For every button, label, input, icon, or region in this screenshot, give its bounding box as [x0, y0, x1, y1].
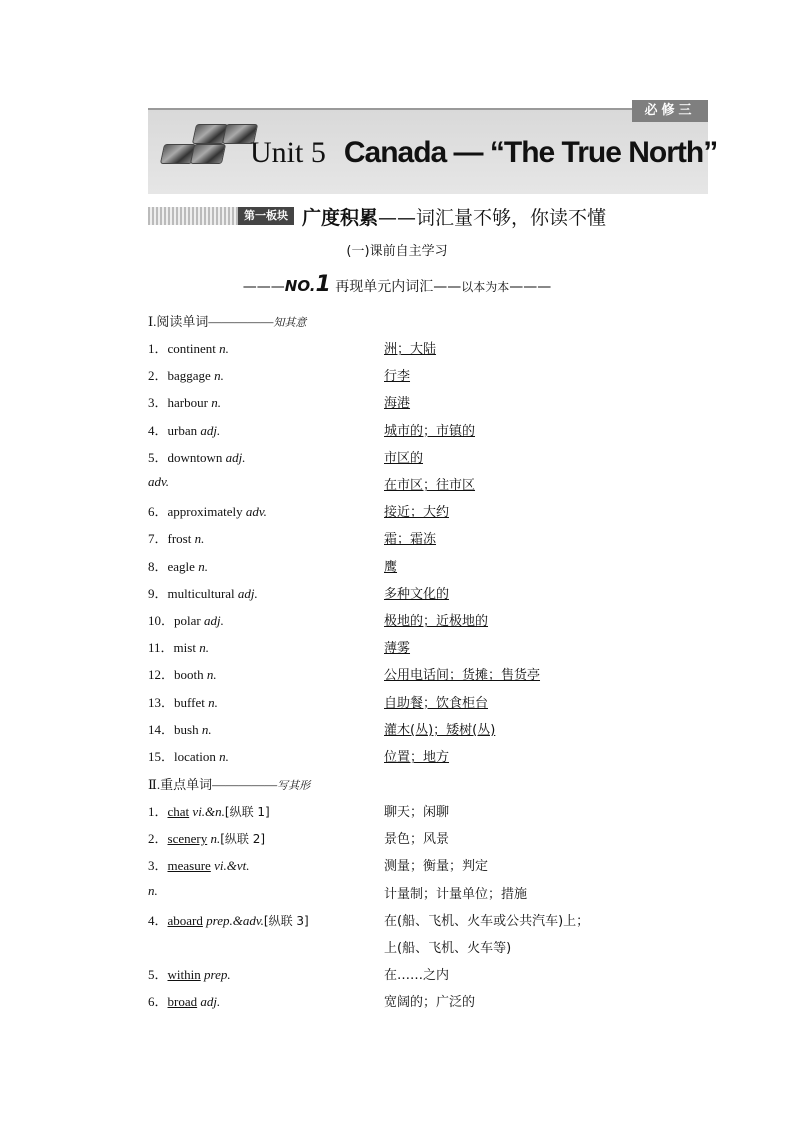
vocab-row [148, 610, 708, 632]
vocab-number: 4． [148, 422, 168, 438]
vocab-chinese: 在……之内 [384, 968, 450, 984]
vocab-part-of-speech: n. [214, 368, 224, 384]
vocab-english [148, 556, 208, 575]
vocab-english [148, 664, 217, 683]
vocab-word: approximately [167, 504, 243, 520]
vocab-part-of-speech: n. [219, 749, 229, 764]
vocab-word: chat [167, 804, 190, 819]
vocab-english [148, 637, 209, 656]
vocab-english [148, 828, 265, 847]
vocab-part-of-speech: adj. [225, 449, 246, 465]
vocab-number: 11． [148, 640, 174, 656]
vocab-word: continent [167, 341, 216, 356]
vocab-english [148, 910, 309, 929]
vocab-row [148, 991, 708, 1013]
vocab-part-of-speech: n. [201, 721, 212, 737]
vocab-part-of-speech: n. [198, 558, 208, 574]
vocab-word: booth [174, 667, 204, 683]
vocab-english [148, 338, 229, 357]
vocab-word: baggage [167, 368, 211, 384]
vocab-english [148, 801, 270, 820]
vocab-row [148, 338, 708, 360]
vocab-english [148, 883, 158, 899]
vocab-number: 14． [148, 721, 175, 737]
vocab-chinese: 洲；大陆 [384, 342, 437, 357]
unit-name: Canada — “The True North” [343, 136, 718, 169]
vocab-row [148, 474, 708, 496]
vocab-word: multicultural [167, 585, 235, 601]
vocab-chinese: 薄雾 [384, 641, 411, 657]
vocab-row [148, 801, 708, 823]
no-heading-dash: —— [433, 279, 462, 295]
vocab-part-of-speech: n. [194, 531, 205, 547]
vocab-word: measure [167, 858, 211, 874]
vocab-part-of-speech: n. [210, 831, 221, 847]
vocab-row [148, 528, 708, 550]
vocab-word: polar [174, 613, 201, 628]
vocab-chinese: 市区的 [384, 450, 424, 466]
vocab-chinese: 自助餐；饮食柜台 [384, 695, 489, 711]
vocab-part-of-speech: prep. [204, 967, 231, 983]
section-decor-bar [148, 207, 238, 225]
vocab-reference: [纵联 2] [220, 832, 266, 847]
vocab-word: mist [173, 640, 196, 656]
vocab-chinese: 接近；大约 [384, 505, 450, 521]
vocab-word: bush [174, 721, 199, 737]
vocab-number: 6． [148, 994, 168, 1010]
vocab-word: downtown [167, 449, 223, 465]
vocab-english [148, 719, 212, 738]
vocab-part-of-speech: n. [199, 640, 209, 656]
vocab-chinese: 海港 [384, 396, 411, 412]
no-heading-num: 1 [315, 272, 331, 297]
vocab-chinese: 上(船、飞机、火车等) [384, 941, 512, 956]
vocab-part-of-speech: adj. [200, 994, 221, 1010]
subheading: (一)课前自主学习 [346, 244, 448, 259]
vocab-number: 10． [148, 613, 175, 628]
vocab-part-of-speech: n. [219, 341, 229, 356]
vocab-chinese: 行李 [384, 369, 411, 385]
vocab-chinese: 在(船、飞机、火车或公共汽车)上； [384, 913, 590, 929]
vocab-english [148, 420, 220, 439]
vocab-row [148, 692, 708, 714]
vocab-part-of-speech: vi.&n. [192, 804, 225, 819]
vocab-number: 3． [148, 395, 168, 411]
vocab-row [148, 365, 708, 387]
vocab-number: 1． [148, 341, 168, 356]
vocab-word: harbour [167, 395, 208, 411]
vocab-chinese: 公用电话间；货摊；售货亭 [384, 668, 541, 684]
vocab-english [148, 610, 224, 629]
vocab-part-of-speech: n. [211, 395, 221, 411]
vocab-part-of-speech: adv. [148, 474, 170, 489]
vocab-row [148, 583, 708, 605]
vocab-english [148, 692, 218, 711]
part-1-hint: 知其意 [273, 317, 307, 329]
vocab-chinese: 鹰 [384, 559, 398, 575]
banner-photos [160, 122, 252, 162]
vocab-number: 7． [148, 531, 168, 547]
book-tag: 必修三 [632, 100, 708, 122]
vocab-number: 2． [148, 831, 168, 847]
section-title [302, 203, 606, 230]
vocab-part-of-speech: n. [148, 882, 158, 898]
vocab-number: 5． [148, 449, 168, 465]
vocab-number: 3． [148, 858, 168, 874]
vocab-number: 6． [148, 504, 168, 520]
vocab-row [148, 392, 708, 414]
vocab-number: 13． [148, 694, 175, 710]
vocab-english [148, 583, 258, 602]
vocab-word: within [167, 967, 201, 983]
vocab-word: urban [167, 422, 198, 438]
vocab-english [148, 528, 204, 547]
vocab-number: 9． [148, 585, 168, 601]
vocab-row [148, 719, 708, 741]
vocab-row [148, 556, 708, 578]
vocab-word: eagle [167, 558, 195, 574]
vocab-row [148, 447, 708, 469]
unit-number: Unit 5 [250, 136, 326, 169]
vocab-part-of-speech: adv. [245, 504, 267, 520]
vocab-english [148, 855, 249, 874]
vocab-english [148, 991, 220, 1010]
vocab-chinese: 霜；霜冻 [384, 532, 437, 548]
section-label: 第一板块 [238, 207, 294, 225]
no-heading-small: 以本为本 [461, 280, 510, 294]
vocab-number: 5． [148, 967, 168, 983]
vocab-word: frost [167, 531, 192, 547]
no-heading [0, 272, 794, 297]
vocab-english [148, 474, 169, 490]
vocab-chinese: 景色；风景 [384, 832, 450, 848]
vocab-row [148, 501, 708, 523]
vocab-row [148, 746, 708, 768]
vocab-part-of-speech: adj. [237, 585, 258, 601]
vocab-chinese: 多种文化的 [384, 586, 450, 602]
vocab-english [148, 365, 224, 384]
part-2-title-text: Ⅱ.重点单词————— [148, 777, 278, 792]
vocab-english [148, 501, 267, 520]
section-title-rest: ——词汇量不够，你读不懂 [378, 207, 607, 229]
vocab-row [148, 637, 708, 659]
vocab-number: 1． [148, 804, 168, 819]
no-heading-no: NO. [284, 277, 316, 295]
vocab-reference: [纵联 3] [263, 913, 309, 928]
part-2-title [148, 774, 310, 793]
vocab-word: buffet [174, 694, 205, 710]
vocab-part-of-speech: n. [208, 694, 218, 710]
vocab-chinese: 城市的；市镇的 [384, 423, 476, 439]
vocab-word: scenery [167, 831, 208, 847]
vocab-row [148, 937, 708, 959]
vocab-number: 12． [148, 667, 175, 683]
vocab-part-of-speech: adj. [203, 613, 224, 628]
vocab-chinese: 宽阔的；广泛的 [384, 995, 476, 1011]
vocab-number: 2． [148, 368, 168, 384]
vocab-reference: [纵联 1] [224, 805, 270, 819]
vocab-part-of-speech: n. [206, 667, 217, 683]
vocab-chinese: 灌木(丛)；矮树(丛) [384, 722, 496, 738]
vocab-english [148, 392, 221, 411]
vocab-english [148, 746, 229, 765]
vocab-row [148, 883, 708, 905]
vocab-part-of-speech: prep.&adv. [206, 912, 264, 928]
no-heading-suffix: ——— [509, 279, 552, 295]
no-heading-text: 再现单元内词汇 [330, 279, 434, 295]
section-title-bold: 广度积累 [302, 207, 379, 229]
unit-banner [148, 103, 718, 194]
vocab-number: 8． [148, 558, 168, 574]
vocab-row [148, 828, 708, 850]
vocab-number: 4． [148, 912, 168, 928]
part-2-hint: 写其形 [277, 780, 311, 792]
part-1-title [148, 311, 306, 330]
vocab-chinese: 计量制；计量单位；措施 [384, 886, 528, 902]
vocab-row [148, 855, 708, 877]
landscape-photo-icon [190, 144, 226, 164]
part-1-title-text: Ⅰ.阅读单词————— [148, 314, 274, 329]
vocab-chinese: 测量；衡量；判定 [384, 859, 489, 875]
vocab-word: aboard [167, 912, 203, 928]
vocab-part-of-speech: adj. [200, 422, 221, 438]
vocab-part-of-speech: vi.&vt. [214, 858, 250, 874]
vocab-number: 15． [148, 749, 175, 764]
vocab-chinese: 极地的；近极地的 [384, 614, 489, 629]
vocab-row [148, 664, 708, 686]
unit-title [250, 136, 717, 170]
vocab-row [148, 910, 708, 932]
vocab-row [148, 964, 708, 986]
vocab-english [148, 447, 246, 466]
vocab-row [148, 420, 708, 442]
vocab-chinese: 位置；地方 [384, 750, 450, 765]
vocab-word: broad [167, 994, 198, 1010]
vocab-english [148, 964, 231, 983]
no-heading-prefix: ——— [242, 279, 285, 295]
vocab-chinese: 在市区；往市区 [384, 478, 476, 493]
vocab-word: location [174, 749, 216, 764]
vocab-chinese: 聊天；闲聊 [384, 805, 450, 820]
